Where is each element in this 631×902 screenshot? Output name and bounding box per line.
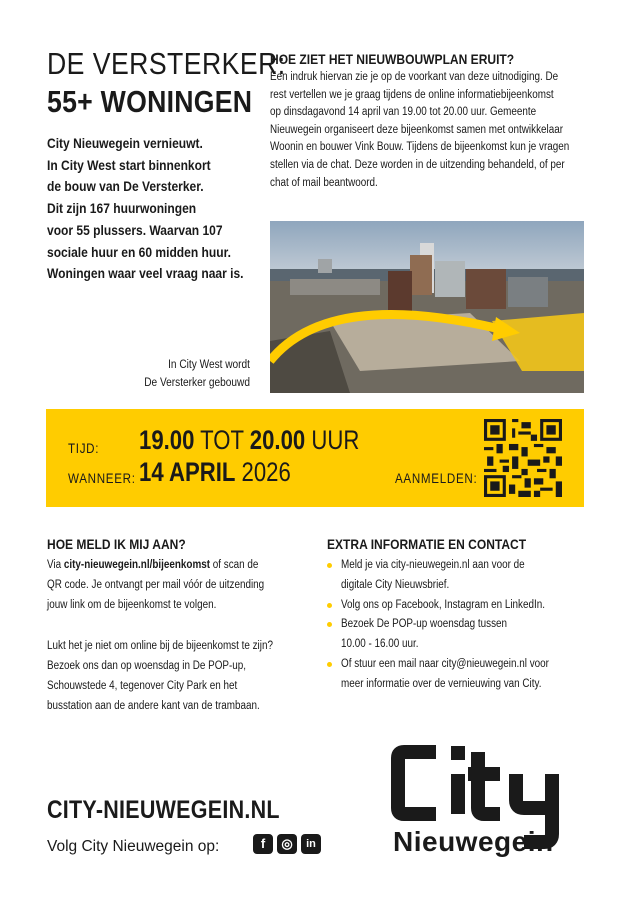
plan-line: stellen via de chat. Deze worden in de uitzending behandeld, of per: [270, 158, 565, 171]
intro-line: voor 55 plussers. Waarvan 107: [47, 221, 223, 238]
signup-line: [47, 616, 273, 636]
plan-heading: HOE ZIET HET NIEUWBOUWPLAN ERUIT?: [270, 51, 515, 67]
extra-heading: EXTRA INFORMATIE EN CONTACT: [327, 536, 527, 552]
logo-subtitle: Nieuwegein: [393, 826, 554, 857]
list-item: [327, 596, 583, 616]
time-to: TOT: [194, 425, 250, 455]
website-url[interactable]: CITY-NIEUWEGEIN.NL: [47, 796, 280, 824]
follow-text: Volg City Nieuwegein op:: [47, 838, 220, 855]
facebook-icon[interactable]: f: [253, 834, 273, 854]
signup-suffix: of scan de: [210, 559, 259, 571]
list-item-line: Volg ons op Facebook, Instagram en LinkedIn.: [341, 598, 545, 611]
intro-text: [47, 133, 244, 285]
signup-body: [47, 555, 273, 717]
list-item-line: Of stuur een mail naar city@nieuwegein.nl voor: [341, 657, 549, 670]
date-year: 2026: [235, 457, 291, 487]
instagram-icon[interactable]: ◎: [277, 834, 297, 854]
list-item-line: Bezoek De POP-up woensdag tussen: [341, 618, 508, 631]
title-line-1: DE VERSTERKER:: [47, 46, 286, 81]
signup-line-1: [47, 555, 273, 575]
intro-line: City Nieuwegein vernieuwt.: [47, 135, 203, 151]
signup-line: busstation aan de andere kant van de trambaan.: [47, 700, 260, 713]
list-item: [327, 556, 583, 596]
extra-list: [327, 556, 583, 695]
linkedin-icon[interactable]: in: [301, 834, 321, 854]
time-value: [139, 425, 359, 456]
time-label: TIJD:: [68, 441, 100, 456]
aerial-photo: [270, 221, 584, 393]
qr-code-icon[interactable]: [484, 418, 562, 498]
plan-line: chat of mail beantwoord.: [270, 176, 378, 189]
register-label: AANMELDEN:: [395, 471, 478, 486]
intro-line: In City West start binnenkort: [47, 156, 211, 173]
signup-prefix: Via: [47, 559, 64, 571]
plan-line: rest vertellen we je graag tijdens de online informatiebijeenkomst: [270, 88, 554, 101]
intro-line: Dit zijn 167 huurwoningen: [47, 200, 197, 217]
intro-line: de bouw van De Versterker.: [47, 178, 204, 195]
time-start: 19.00: [139, 425, 195, 455]
signup-heading: HOE MELD IK MIJ AAN?: [47, 536, 186, 552]
date-value: [139, 457, 291, 488]
plan-line: Een indruk hiervan zie je op de voorkant van deze uitnodiging. De: [270, 71, 559, 83]
date-bold: 14 APRIL: [139, 457, 236, 487]
intro-line: sociale huur en 60 midden huur.: [47, 243, 231, 260]
date-label: WANNEER:: [68, 471, 136, 486]
list-item: [327, 655, 583, 695]
plan-body: [270, 69, 588, 192]
list-item-line: meer informatie over de vernieuwing van City.: [341, 677, 542, 690]
time-end: 20.00: [249, 425, 306, 455]
signup-link[interactable]: city-nieuwegein.nl/bijeenkomst: [63, 559, 211, 571]
signup-line: QR code. Je ontvangt per mail vóór de uitzending: [47, 579, 265, 592]
intro-line: Woningen waar veel vraag naar is.: [47, 265, 244, 282]
signup-line: Schouwstede 4, tegenover City Park en het: [47, 680, 238, 693]
list-item-line: Meld je via city-nieuwegein.nl aan voor de: [341, 559, 525, 571]
signup-line: Lukt het je niet om online bij de bijeenkomst te zijn?: [47, 639, 273, 652]
signup-line: Bezoek ons dan op woensdag in De POP-up,: [47, 660, 247, 672]
list-item-line: digitale City Nieuwsbrief.: [341, 578, 450, 591]
plan-line: op dinsdagavond 14 april van 19.00 tot 20.00 uur. Gemeente: [270, 106, 537, 119]
caption-line: In City West wordt: [168, 359, 250, 371]
list-item: [327, 615, 583, 655]
title-line-2: 55+ WONINGEN: [47, 84, 253, 119]
plan-line: Nieuwegein organiseert deze bijeenkomst samen met ontwikkelaar: [270, 123, 564, 136]
plan-line: Woonin en bouwer Vink Bouw. Tijdens de bijeenkomst kun je vragen: [270, 141, 570, 154]
event-band: [46, 409, 584, 507]
list-item-line: 10.00 - 16.00 uur.: [341, 638, 419, 651]
caption-line: De Versterker gebouwd: [144, 377, 250, 389]
signup-line: jouw link om de bijeenkomst te volgen.: [47, 599, 217, 612]
time-unit: UUR: [305, 425, 360, 455]
photo-caption: [127, 356, 250, 392]
